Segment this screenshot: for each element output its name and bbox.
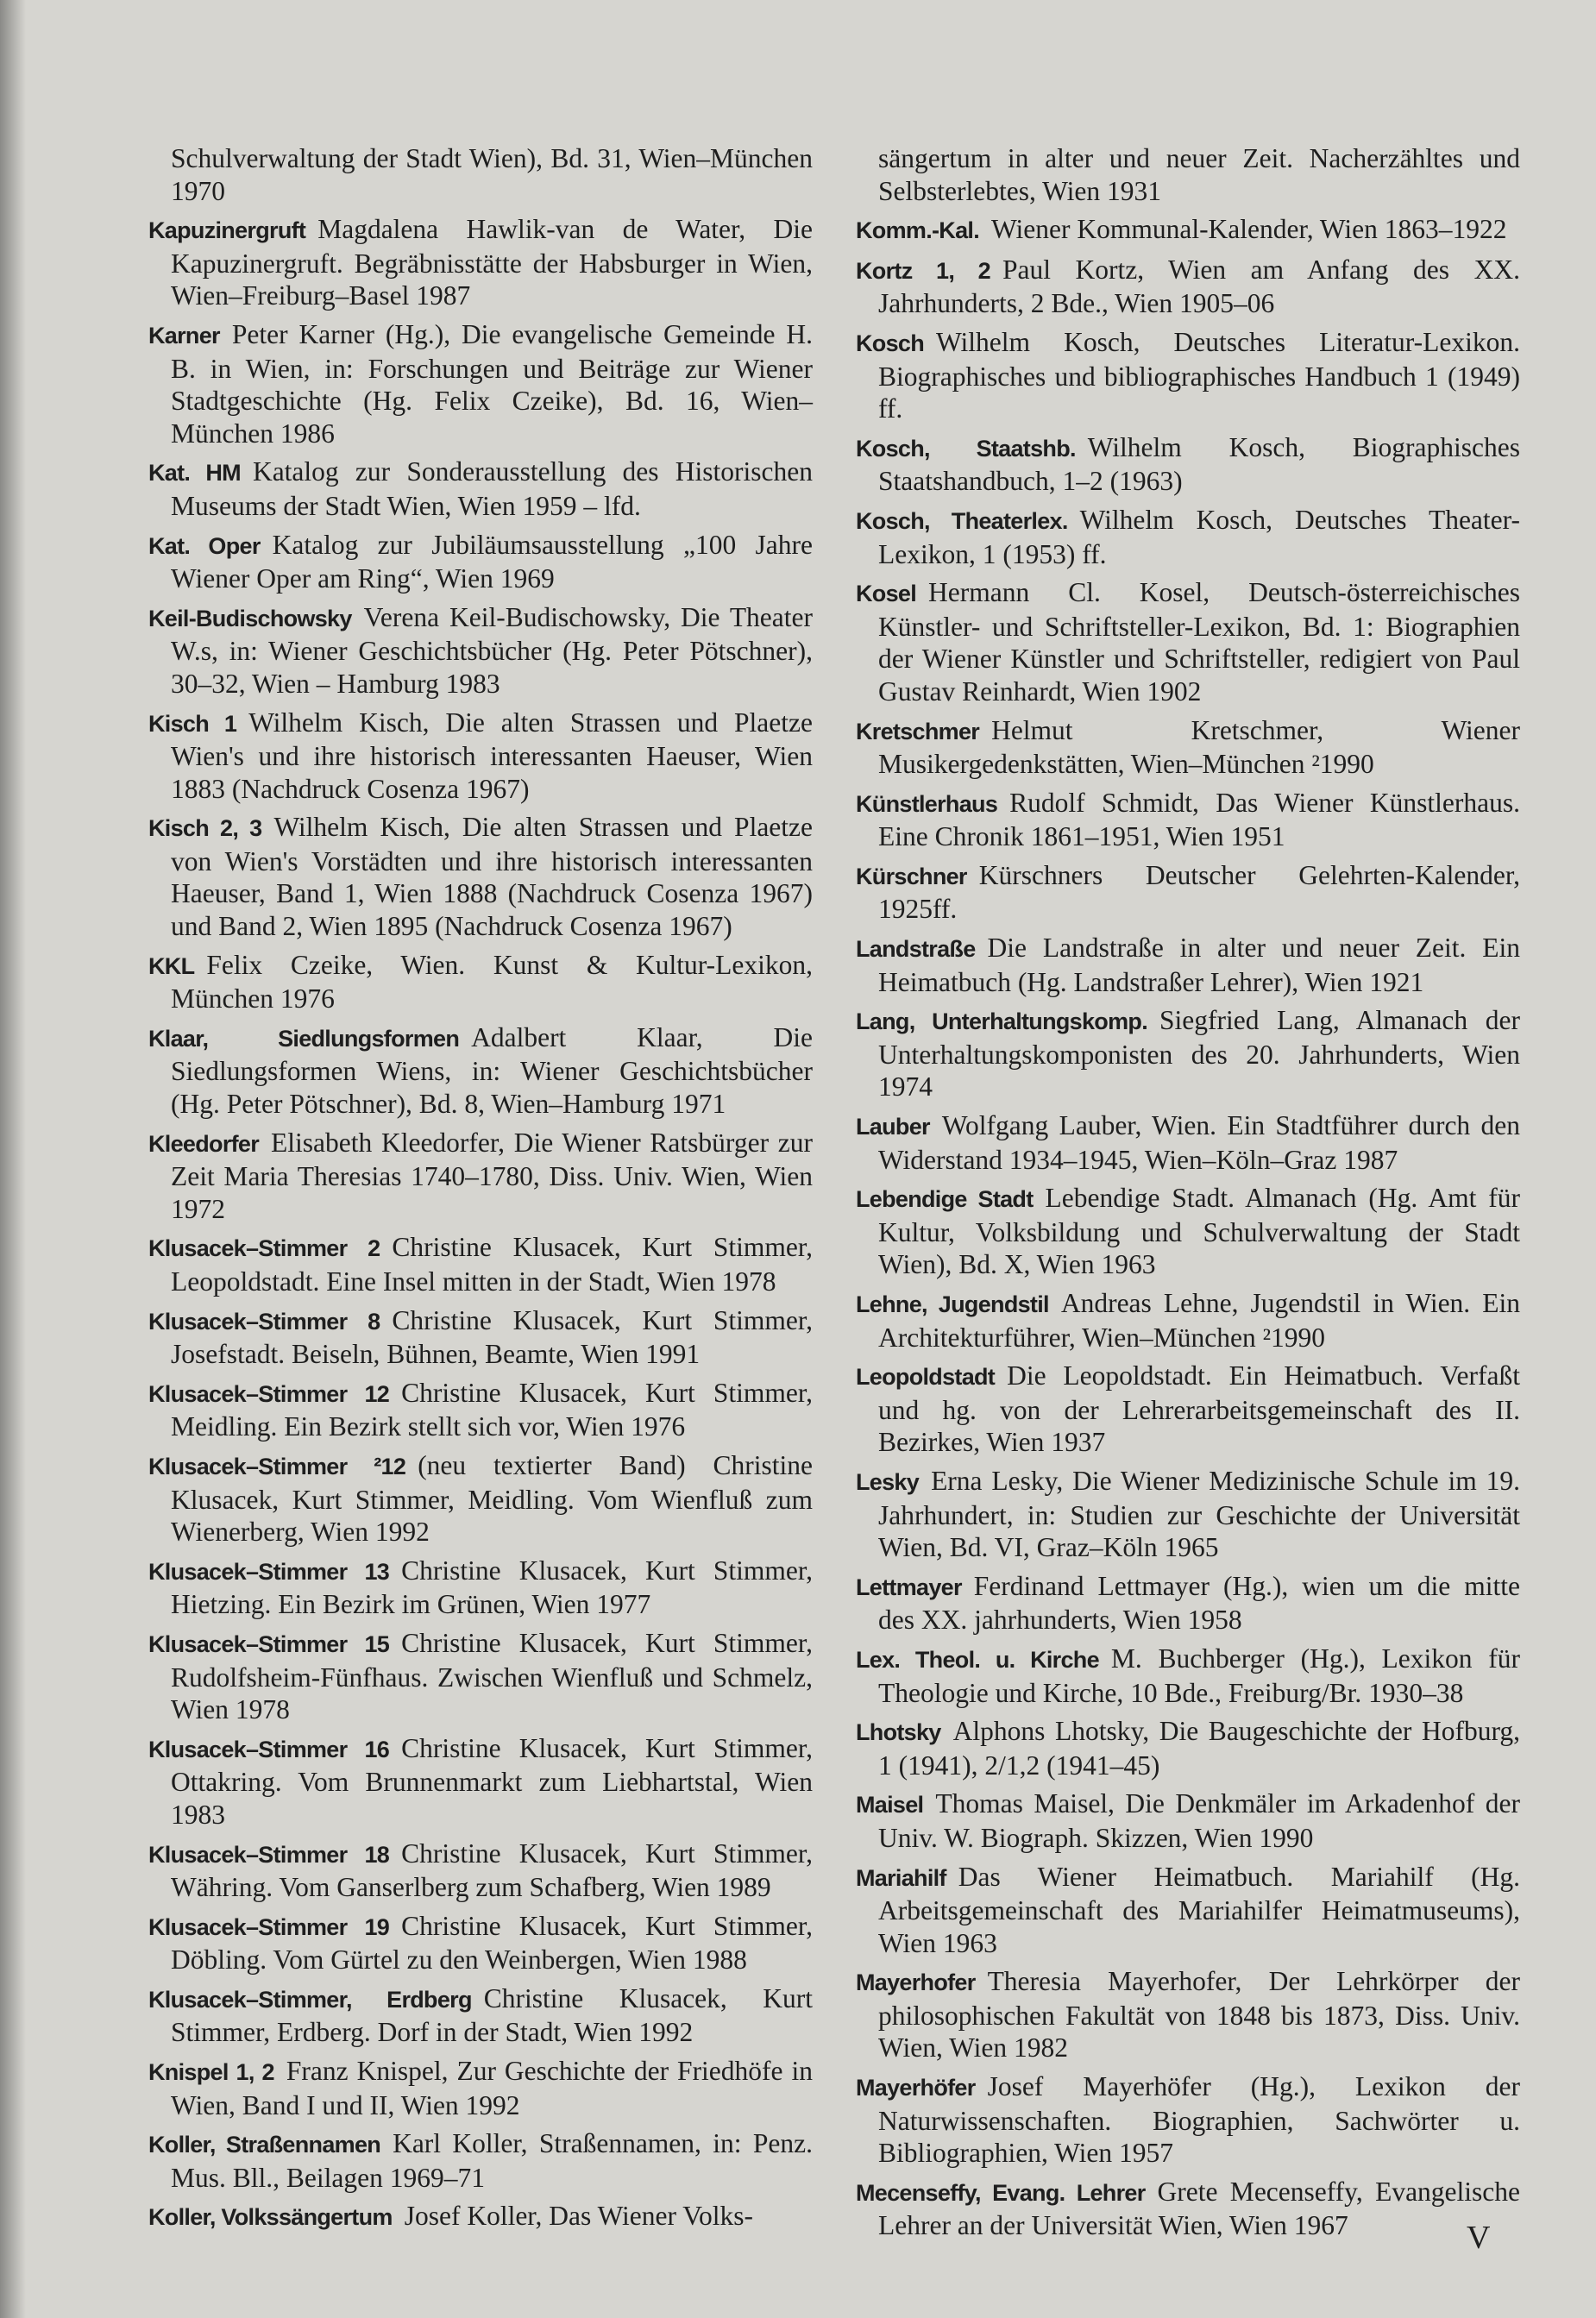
entry-term: Koller, Straßennamen	[148, 2132, 381, 2158]
entry-term: Klusacek–Stimmer 8	[148, 1308, 380, 1335]
bibliography-entry	[856, 576, 1520, 707]
bibliography-entry	[856, 2176, 1520, 2242]
entry-term: Klusacek–Stimmer 12	[148, 1380, 390, 1407]
bibliography-entry	[856, 787, 1520, 853]
entry-text: Felix Czeike, Wien. Kunst & Kultur-Lexikon, München 1976	[171, 949, 813, 1015]
entry-term: Mariahilf	[856, 1864, 946, 1891]
entry-text: Siegfried Lang, Almanach der Unterhaltungskomponisten des 20. Jahrhunderts, Wien 1974	[878, 1005, 1520, 1102]
entry-text: Kürschners Deutscher Gelehrten-Kalender, 1925ff.	[878, 859, 1520, 925]
entry-term: Klusacek–Stimmer 15	[148, 1630, 390, 1657]
entry-text: Erna Lesky, Die Wiener Medizinische Schule im 19. Jahrhundert, in: Studien zur Geschichte der Universität Wien, Bd. VI, Graz–Köln 1965	[878, 1465, 1520, 1563]
entry-term: Lex. Theol. u. Kirche	[856, 1646, 1099, 1673]
bibliography-entry	[148, 1837, 813, 1904]
entry-term: Klusacek–Stimmer 16	[148, 1736, 390, 1762]
entry-text: Ferdinand Lettmayer (Hg.), wien um die mitte des XX. jahrhunderts, Wien 1958	[878, 1570, 1520, 1636]
entry-term: Künstlerhaus	[856, 790, 998, 817]
entry-term: Karner	[148, 322, 220, 349]
entry-term: Kat. Oper	[148, 532, 261, 559]
entry-text: Franz Knispel, Zur Geschichte der Friedhöfe in Wien, Band I und II, Wien 1992	[171, 2056, 813, 2120]
bibliography-entry	[856, 326, 1520, 425]
entry-text: Alphons Lhotsky, Die Baugeschichte der Hofburg, 1 (1941), 2/1,2 (1941–45)	[878, 1716, 1520, 1781]
bibliography-entry	[856, 254, 1520, 320]
entry-term: Lhotsky	[856, 1719, 941, 1746]
entry-term: Kisch 2, 3	[148, 815, 262, 842]
entry-term: Mayerhofer	[856, 1969, 976, 1996]
entry-text: Schulverwaltung der Stadt Wien), Bd. 31, Wien–München 1970	[171, 143, 813, 206]
left-column	[148, 142, 813, 2240]
entry-term: Kosch	[856, 330, 925, 356]
entry-text: Christine Klusacek, Kurt Stimmer, Erdberg. Dorf in der Stadt, Wien 1992	[171, 1982, 813, 2048]
bibliography-entry	[856, 1965, 1520, 2064]
entry-term: Klusacek–Stimmer 18	[148, 1841, 390, 1868]
entry-term: Kretschmer	[856, 718, 980, 744]
bibliography-entry	[856, 1787, 1520, 1854]
entry-term: Kleedorfer	[148, 1130, 260, 1157]
entry-text: Theresia Mayerhofer, Der Lehrkörper der philosophischen Fakultät von 1848 bis 1873, Diss. Univ. Wien, Wien 1982	[878, 1966, 1520, 2064]
entry-text: Rudolf Schmidt, Das Wiener Künstlerhaus. Eine Chronik 1861–1951, Wien 1951	[878, 787, 1520, 852]
bibliography-entry	[856, 714, 1520, 781]
entry-term: Lesky	[856, 1468, 920, 1495]
entry-text: Josef Koller, Das Wiener Volks-	[404, 2201, 753, 2232]
entry-text: Christine Klusacek, Kurt Stimmer, Josefstadt. Beiseln, Bühnen, Beamte, Wien 1991	[171, 1304, 813, 1370]
entry-text: Katalog zur Jubiläumsausstellung „100 Jahre Wiener Oper am Ring“, Wien 1969	[171, 529, 813, 594]
bibliography-entry	[856, 1643, 1520, 1709]
entry-term: Kosel	[856, 581, 917, 607]
bibliography-entry	[856, 1287, 1520, 1354]
page-number: V	[1467, 2220, 1491, 2256]
bibliography-entry	[856, 859, 1520, 926]
entry-text: Thomas Maisel, Die Denkmäler im Arkadenhof der Univ. W. Biograph. Skizzen, Wien 1990	[878, 1788, 1520, 1853]
entry-term: Koller, Volkssängertum	[148, 2204, 393, 2231]
entry-term: Komm.-Kal.	[856, 217, 980, 244]
entry-term: Klaar, Siedlungsformen	[148, 1025, 460, 1052]
entry-term: Klusacek–Stimmer ²12	[148, 1453, 406, 1479]
entry-term: Kosch, Staatshb.	[856, 435, 1076, 462]
bibliography-entry	[856, 1861, 1520, 1960]
entry-text: Grete Mecenseffy, Evangelische Lehrer an der Universität Wien, Wien 1967	[878, 2176, 1520, 2241]
entry-term: Knispel 1, 2	[148, 2059, 274, 2086]
entry-term: Maisel	[856, 1792, 924, 1819]
entry-term: Lettmayer	[856, 1574, 962, 1600]
bibliography-entry	[856, 1465, 1520, 1564]
entry-text: Elisabeth Kleedorfer, Die Wiener Ratsbürger zur Zeit Maria Theresias 1740–1780, Diss. Univ. Wien, Wien 1972	[171, 1127, 813, 1224]
entry-text: Wilhelm Kisch, Die alten Strassen und Plaetze von Wien's Vorstädten und ihre historisch interessanten Haeuser, Band 1, Wien 1888 (Nachdruck Cosenza 1967) und Band 2, Wien 1895 (Nachdruck Cosenza 1967)	[171, 812, 813, 942]
bibliography-entry	[148, 601, 813, 700]
bibliography-entry	[148, 949, 813, 1015]
entry-text: Peter Karner (Hg.), Die evangelische Gemeinde H. B. in Wien, in: Forschungen und Beiträge zur Wiener Stadtgeschichte (Hg. Felix Czeike), Bd. 16, Wien–München 1986	[171, 318, 813, 449]
entry-text: Die Leopoldstadt. Ein Heimatbuch. Verfaßt und hg. von der Lehrerarbeitsgemeinschaft des II. Bezirkes, Wien 1937	[878, 1360, 1520, 1458]
entry-term: Lebendige Stadt	[856, 1186, 1034, 1213]
entry-text: Verena Keil-Budischowsky, Die Theater W.s, in: Wiener Geschichtsbücher (Hg. Peter Pötschner), 30–32, Wien – Hamburg 1983	[171, 601, 813, 699]
bibliography-entry	[148, 1910, 813, 1976]
bibliography-entry	[148, 1982, 813, 2049]
entry-term: Kisch 1	[148, 710, 237, 737]
bibliography-entry	[148, 213, 813, 312]
bibliography-entry	[148, 1231, 813, 1297]
entry-text: Lebendige Stadt. Almanach (Hg. Amt für Kultur, Volksbildung und Schulverwaltung der Stadt Wien), Bd. X, Wien 1963	[878, 1183, 1520, 1280]
entry-term: Lang, Unterhaltungskomp.	[856, 1008, 1147, 1035]
bibliography-entry	[148, 707, 813, 806]
entry-term: Kortz 1, 2	[856, 257, 990, 284]
entry-term: Lauber	[856, 1114, 930, 1140]
bibliography-entry	[148, 811, 813, 942]
entry-text: Christine Klusacek, Kurt Stimmer, Währing. Vom Ganserlberg zum Schafberg, Wien 1989	[171, 1837, 813, 1903]
entry-text: Christine Klusacek, Kurt Stimmer, Meidling. Ein Bezirk stellt sich vor, Wien 1976	[171, 1377, 813, 1442]
entry-text: (neu textierter Band) Christine Klusacek, Kurt Stimmer, Meidling. Vom Wienfluß zum Wienerberg, Wien 1992	[171, 1449, 813, 1548]
bibliography-entry	[148, 1377, 813, 1443]
right-column	[856, 142, 1520, 2248]
entry-term: Klusacek–Stimmer 2	[148, 1235, 380, 1262]
bibliography-entry	[856, 504, 1520, 570]
entry-term: Klusacek–Stimmer, Erdberg	[148, 1986, 472, 2013]
bibliography-entry	[856, 1360, 1520, 1459]
bibliography-entry	[148, 2127, 813, 2194]
bibliography-entry	[856, 932, 1520, 998]
entry-text: Wolfgang Lauber, Wien. Ein Stadtführer durch den Widerstand 1934–1945, Wien–Köln–Graz 1987	[878, 1110, 1520, 1175]
entry-text: M. Buchberger (Hg.), Lexikon für Theologie und Kirche, 10 Bde., Freiburg/Br. 1930–38	[878, 1643, 1520, 1708]
bibliography-entry	[148, 529, 813, 595]
entry-text: Die Landstraße in alter und neuer Zeit. Ein Heimatbuch (Hg. Landstraßer Lehrer), Wien 1921	[878, 933, 1520, 997]
entry-text: Paul Kortz, Wien am Anfang des XX. Jahrhunderts, 2 Bde., Wien 1905–06	[878, 254, 1521, 319]
entry-term: Landstraße	[856, 936, 976, 963]
entry-term: Mecenseffy, Evang. Lehrer	[856, 2179, 1146, 2206]
entry-text: Christine Klusacek, Kurt Stimmer, Döbling. Vom Gürtel zu den Weinbergen, Wien 1988	[171, 1910, 813, 1976]
entry-text: Christine Klusacek, Kurt Stimmer, Hietzing. Ein Bezirk im Grünen, Wien 1977	[171, 1555, 813, 1620]
entry-term: Klusacek–Stimmer 19	[148, 1913, 390, 1940]
entry-text: Magdalena Hawlik-van de Water, Die Kapuzinergruft. Begräbnisstätte der Habsburger in Wien, Wien–Freiburg–Basel 1987	[171, 214, 813, 311]
entry-text: sängertum in alter und neuer Zeit. Nacherzähltes und Selbsterlebtes, Wien 1931	[878, 143, 1520, 206]
entry-term: Keil-Budischowsky	[148, 605, 352, 631]
bibliography-entry	[856, 213, 1520, 248]
entry-term: Kat. HM	[148, 460, 241, 487]
bibliography-entry	[856, 2070, 1520, 2170]
bibliography-entry	[856, 1570, 1520, 1636]
entry-term: Leopoldstadt	[856, 1364, 996, 1391]
bibliography-entry	[856, 142, 1520, 207]
bibliography-entry	[148, 455, 813, 522]
entry-text: Josef Mayerhöfer (Hg.), Lexikon der Naturwissenschaften. Biographien, Sachwörter u. Bibliographien, Wien 1957	[878, 2071, 1520, 2169]
entry-text: Wilhelm Kosch, Biographisches Staatshandbuch, 1–2 (1963)	[878, 431, 1520, 497]
entry-text: Wiener Kommunal-Kalender, Wien 1863–1922	[991, 214, 1507, 245]
bibliography-entry	[856, 1109, 1520, 1176]
entry-text: Wilhelm Kisch, Die alten Strassen und Plaetze Wien's und ihre historisch interessanten Haeuser, Wien 1883 (Nachdruck Cosenza 1967)	[171, 707, 813, 804]
entry-text: Wilhelm Kosch, Deutsches Theater-Lexikon, 1 (1953) ff.	[878, 504, 1520, 569]
bibliography-entry	[148, 1449, 813, 1548]
bibliography-entry	[148, 1555, 813, 1621]
entry-text: Christine Klusacek, Kurt Stimmer, Ottakring. Vom Brunnenmarkt zum Liebhartstal, Wien 1983	[171, 1732, 813, 1830]
bibliography-entry	[148, 1127, 813, 1226]
entry-term: Klusacek–Stimmer 13	[148, 1558, 390, 1585]
entry-text: Adalbert Klaar, Die Siedlungsformen Wiens, in: Wiener Geschichtsbücher (Hg. Peter Pötschner), Bd. 8, Wien–Hamburg 1971	[171, 1021, 813, 1120]
bibliography-entry	[148, 1304, 813, 1371]
bibliography-entry	[148, 1732, 813, 1831]
entry-text: Andreas Lehne, Jugendstil in Wien. Ein Architekturführer, Wien–München ²1990	[878, 1288, 1520, 1353]
entry-term: Lehne, Jugendstil	[856, 1291, 1049, 1317]
bibliography-entry	[856, 1715, 1520, 1781]
page-edge-shadow	[0, 0, 26, 2318]
entry-text: Das Wiener Heimatbuch. Mariahilf (Hg. Arbeitsgemeinschaft des Mariahilfer Heimatmuseums), Wien 1963	[878, 1861, 1520, 1958]
bibliography-entry	[148, 2200, 813, 2234]
entry-text: Wilhelm Kosch, Deutsches Literatur-Lexikon. Biographisches und bibliographisches Handbuch 1 (1949) ff.	[878, 326, 1520, 424]
bibliography-entry	[148, 2055, 813, 2121]
entry-term: Kosch, Theaterlex.	[856, 507, 1068, 534]
entry-term: KKL	[148, 952, 195, 979]
entry-text: Hermann Cl. Kosel, Deutsch-österreichisches Künstler- und Schriftsteller-Lexikon, Bd. 1: Biographien der Wiener Künstler und Schriftsteller, redigiert von Paul Gustav Reinhardt, Wien 1902	[878, 577, 1520, 707]
entry-text: Christine Klusacek, Kurt Stimmer, Rudolfsheim-Fünfhaus. Zwischen Wienfluß und Schmelz, Wien 1978	[171, 1627, 813, 1725]
bibliography-entry	[148, 318, 813, 449]
entry-text: Helmut Kretschmer, Wiener Musikergedenkstätten, Wien–München ²1990	[878, 714, 1520, 780]
entry-text: Katalog zur Sonderausstellung des Historischen Museums der Stadt Wien, Wien 1959 – lfd.	[171, 456, 813, 521]
bibliography-entry	[148, 142, 813, 207]
entry-term: Kürschner	[856, 863, 967, 889]
entry-term: Mayerhöfer	[856, 2075, 976, 2101]
bibliography-entry	[856, 1004, 1520, 1103]
bibliography-entry	[148, 1021, 813, 1121]
bibliography-entry	[856, 431, 1520, 498]
bibliography-entry	[148, 1627, 813, 1726]
entry-text: Karl Koller, Straßennamen, in: Penz. Mus. Bll., Beilagen 1969–71	[171, 2128, 813, 2193]
entry-text: Christine Klusacek, Kurt Stimmer, Leopoldstadt. Eine Insel mitten in der Stadt, Wien 1978	[171, 1232, 813, 1297]
bibliography-entry	[856, 1182, 1520, 1281]
entry-term: Kapuzinergruft	[148, 217, 306, 244]
